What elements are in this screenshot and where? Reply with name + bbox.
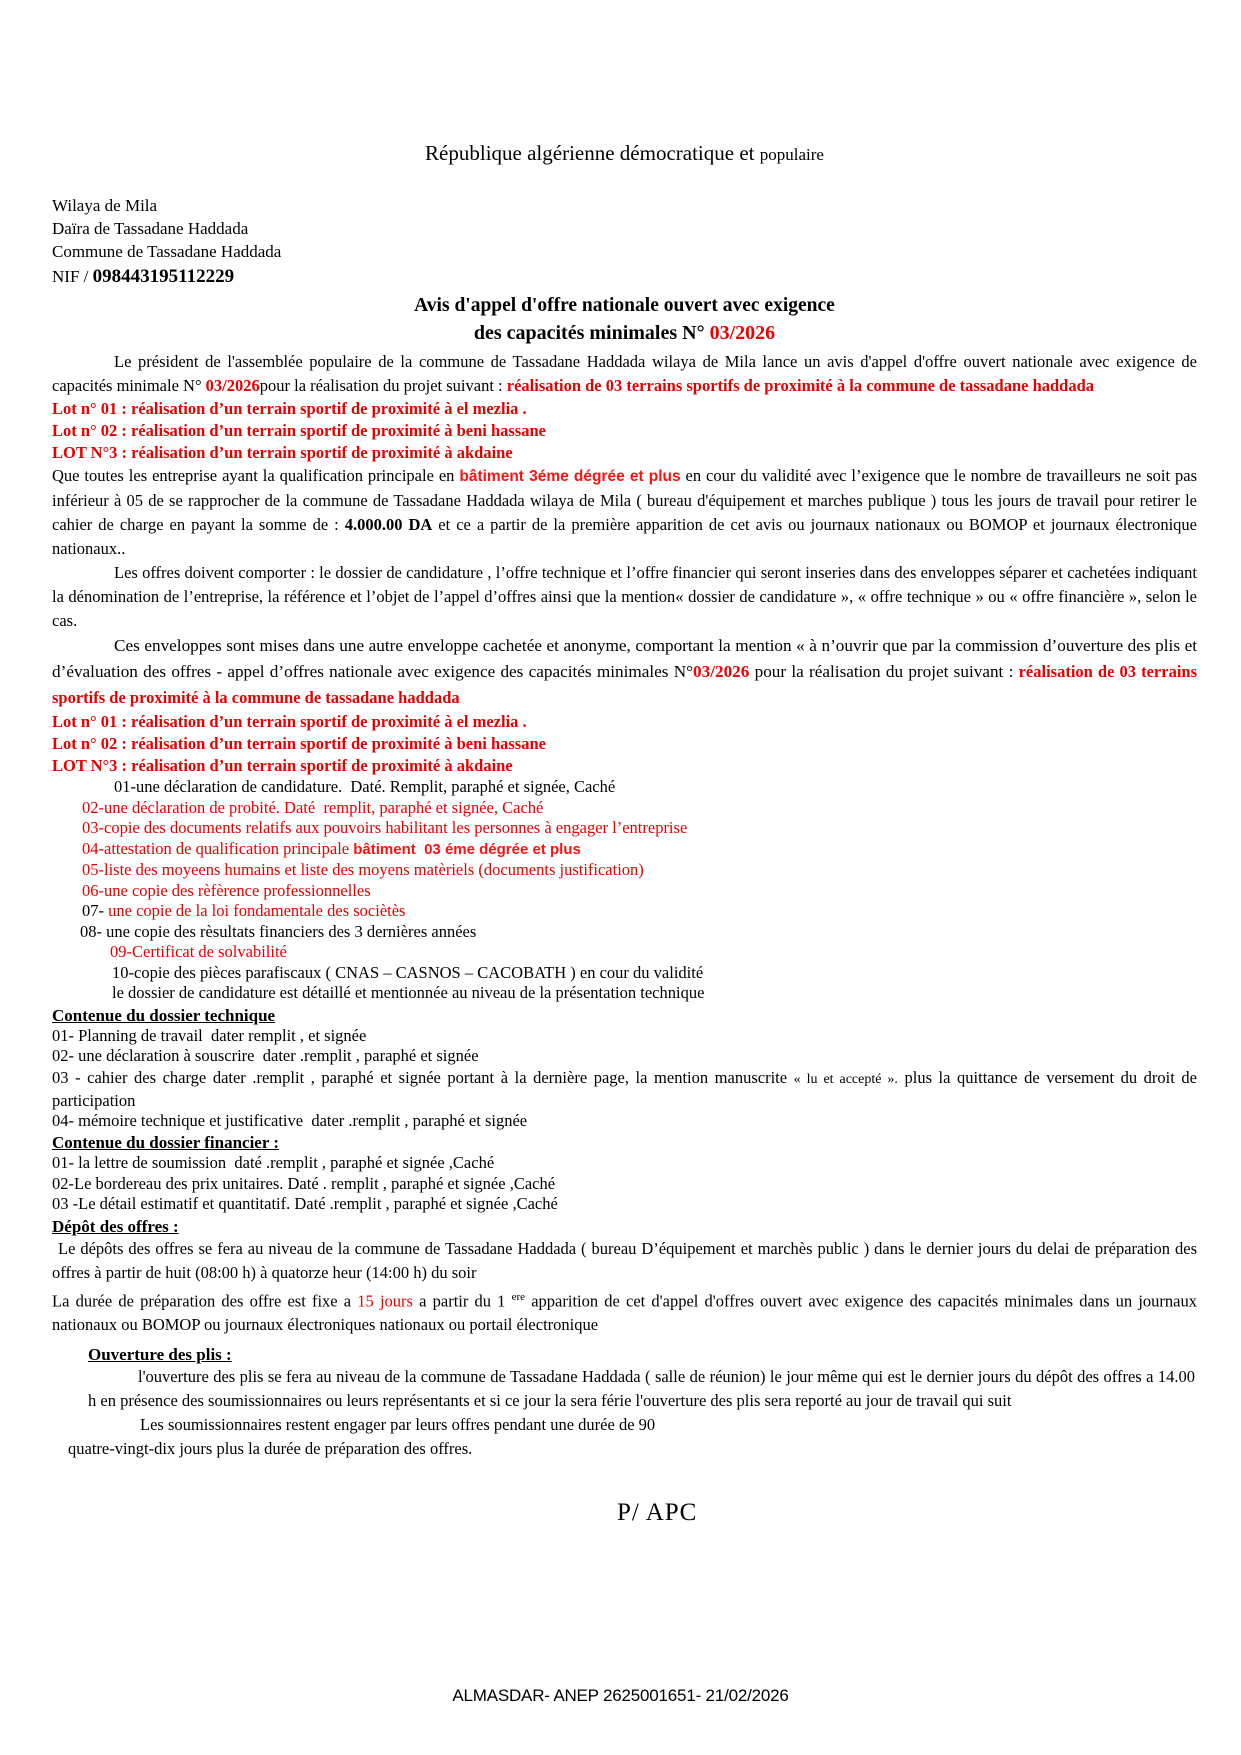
duree-text-2: a partir du 1 — [412, 1291, 512, 1310]
ouverture-heading: Ouverture des plis : — [88, 1345, 232, 1364]
candidature-item-04 — [82, 839, 1197, 861]
depot-paragraph: Le dépôts des offres se fera au niveau de la commune de Tassadane Haddada ( bureau D’équipement et marchès public ) dans le dernier jours du delai de préparation des offres à partir de huit (08:00 h) à quatorze heur (14:00 h) du soir — [52, 1238, 1197, 1282]
daira-line: Daïra de Tassadane Haddada — [52, 219, 249, 238]
technique-item-04: 04- mémoire technique et justificative dater .remplit , paraphé et signée — [52, 1110, 528, 1130]
enveloppes-text-2: pour la réalisation du projet suivant : — [749, 662, 1019, 681]
financier-heading: Contenue du dossier financier : — [52, 1133, 280, 1152]
republic-title — [52, 140, 1197, 168]
republic-title-main: République algérienne démocratique et — [425, 141, 760, 165]
candidature-item-04-text: 04-attestation de qualification principale — [82, 838, 354, 858]
notice-title-line2-text: des capacités minimales N° — [473, 322, 710, 344]
technique-item-03-text-2: plus la quittance de versement du droit de participation — [52, 1067, 1197, 1110]
qualification-requirement: bâtiment 3éme dégrée et plus — [459, 468, 681, 485]
lot-line-5: Lot n° 02 : réalisation d’un terrain sportif de proximité à beni hassane — [52, 734, 546, 753]
fee-amount: 4.000.00 DA — [344, 515, 433, 534]
candidature-item-03: 03-copie des documents relatifs aux pouvoirs habilitant les personnes à engager l’entreprise — [82, 818, 688, 837]
depot-heading: Dépôt des offres : — [52, 1216, 179, 1236]
soumissionnaires-line-2: quatre-vingt-dix jours plus la durée de préparation des offres. — [68, 1439, 473, 1458]
financier-item-02: 02-Le bordereau des prix unitaires. Daté . remplit , paraphé et signée ,Caché — [52, 1173, 556, 1193]
enveloppes-paragraph — [52, 633, 1197, 711]
candidature-note: le dossier de candidature est détaillé et mentionnée au niveau de la présentation technique — [112, 983, 705, 1002]
candidature-item-08: 08- une copie des rèsultats financiers des 3 dernières années — [80, 921, 477, 941]
duree-ordinal-sup: ere — [511, 1290, 526, 1303]
candidature-item-09: 09-Certificat de solvabilité — [110, 942, 287, 961]
lot-line-3: LOT N°3 : réalisation d’un terrain sportif de proximité à akdaine — [52, 443, 513, 462]
duree-text-3: apparition de cet d'appel d'offres ouvert avec exigence des capacités minimales dans un journaux nationaux ou BOMOP ou journaux électroniques nationaux ou portail électronique — [52, 1291, 1198, 1334]
intro-text-1: Le président de l'assemblée populaire de la commune de Tassadane Haddada wilaya de Mila lance un avis d'appel d'offre ouvert nationale avec exigence de capacités minimale N° — [52, 352, 1197, 395]
offres-paragraph: Les offres doivent comporter : le dossier de candidature , l’offre technique et l’offre financier qui seront inseries dans des enveloppes séparer et cachetées indiquant la dénomination de l’entreprise, la référence et l’objet de l’appel d’offres ainsi que la mention« dossier de candidature », « offre technique » ou « offre financière », selon le cas. — [52, 563, 1197, 630]
technique-item-03 — [52, 1067, 1197, 1111]
lot-line-4: Lot n° 01 : réalisation d’un terrain sportif de proximité à el mezlia . — [52, 712, 527, 731]
candidature-item-07-number: 07- — [82, 901, 109, 920]
org-block — [52, 194, 1197, 288]
enveloppes-project-name: réalisation de 03 terrains sportifs de proximité à la commune de tassadane haddada — [52, 662, 1197, 707]
enveloppes-tender-number: 03/2026 — [693, 662, 750, 681]
duree-paragraph — [52, 1285, 1197, 1338]
candidature-item-01: 01-une déclaration de candidature. Daté. Remplit, paraphé et signée, Caché — [114, 777, 616, 796]
duree-days: 15 jours — [357, 1291, 413, 1310]
technique-heading: Contenue du dossier technique — [52, 1005, 276, 1025]
candidature-item-07 — [82, 901, 1197, 922]
tender-number: 03/2026 — [709, 322, 776, 344]
candidature-item-04-qualification: bâtiment 03 éme dégrée et plus — [353, 840, 581, 858]
technique-item-01: 01- Planning de travail dater remplit , et signée — [52, 1025, 367, 1045]
notice-title — [52, 292, 1197, 347]
enveloppes-text-1: Ces enveloppes sont mises dans une autre enveloppe cachetée et anonyme, comportant la mention « à n’ouvrir que par la commission d’ouverture des plis et d’évaluation des offres - appel d’offres nationale avec exigence des capacités minimales N° — [52, 636, 1197, 681]
nif-value: 098443195112229 — [92, 266, 235, 287]
lot-line-6: LOT N°3 : réalisation d’un terrain sportif de proximité à akdaine — [52, 756, 513, 775]
technique-item-02: 02- une déclaration à souscrire dater .remplit , paraphé et signée — [52, 1046, 479, 1065]
qualification-text-2: en cour du validité avec l’exigence que le nombre de travailleurs ne soit pas inférieur à 05 de se rapprocher de la commune de Tassadane Haddada wilaya de Mila ( bureau d'équipement et marches publique ) tous les jours de travail pour retirer le cahier de charge en payant la somme de : — [52, 466, 1197, 534]
ouverture-paragraph: l'ouverture des plis se fera au niveau de la commune de Tassadane Haddada ( salle de réunion) le jour même qui est le dernier jours du dépôt des offres a 14.00 h en présence des soumissionnaires ou leurs représentants et si ce jour la sera férie l'ouverture des plis sera reporté au jour de travail qui suit — [88, 1367, 1195, 1410]
intro-paragraph — [52, 350, 1197, 398]
wilaya-line: Wilaya de Mila — [52, 196, 158, 215]
technique-item-03-text-1: 03 - cahier des charge dater .remplit , paraphé et signée portant à la dernière page, la mention manuscrite — [52, 1067, 794, 1087]
candidature-item-02: 02-une déclaration de probité. Daté remplit, paraphé et signée, Caché — [82, 797, 544, 817]
duree-text-1: La durée de préparation des offre est fixe a — [52, 1291, 358, 1310]
signature-block: P/ APC — [617, 1499, 698, 1526]
qualification-paragraph — [52, 464, 1197, 561]
soumissionnaires-line-1: Les soumissionnaires restent engager par leurs offres pendant une durée de 90 — [140, 1415, 656, 1434]
lot-line-1: Lot n° 01 : réalisation d’un terrain sportif de proximité à el mezlia . — [52, 399, 527, 418]
intro-text-2: pour la réalisation du projet suivant : — [259, 376, 507, 395]
candidature-item-06: 06-une copie des rèfèrence professionnelles — [82, 880, 371, 900]
republic-title-tail: populaire — [759, 145, 824, 164]
candidature-item-10: 10-copie des pièces parafiscaux ( CNAS – CASNOS – CACOBATH ) en cour du validité — [112, 962, 704, 982]
qualification-text-1: Que toutes les entreprise ayant la qualification principale en — [52, 466, 460, 485]
nif-line — [52, 265, 1197, 288]
lot-line-2: Lot n° 02 : réalisation d’un terrain sportif de proximité à beni hassane — [52, 421, 546, 440]
nif-label: NIF / — [52, 267, 93, 286]
candidature-item-07-text: une copie de la loi fondamentale des sociètès — [108, 901, 406, 920]
qualification-text-3: et ce a partir de la première apparition de cet avis ou journaux nationaux ou BOMOP et journaux électronique nationaux.. — [52, 515, 1197, 558]
footer-publication-line: ALMASDAR- ANEP 2625001651- 21/02/2026 — [452, 1686, 789, 1705]
financier-item-03: 03 -Le détail estimatif et quantitatif. Daté .remplit , paraphé et signée ,Caché — [52, 1194, 558, 1213]
intro-tender-number: 03/2026 — [205, 376, 260, 395]
technique-item-03-mention: « lu et accepté ». — [793, 1071, 898, 1087]
commune-line: Commune de Tassadane Haddada — [52, 242, 282, 261]
intro-project-name: réalisation de 03 terrains sportifs de proximité à la commune de tassadane haddada — [506, 376, 1095, 395]
notice-title-line2 — [52, 319, 1197, 347]
candidature-item-05: 05-liste des moyeens humains et liste des moyens matèriels (documents justification) — [82, 860, 644, 879]
notice-title-line1: Avis d'appel d'offre nationale ouvert avec exigence — [414, 295, 835, 316]
financier-item-01: 01- la lettre de soumission daté .remplit , paraphé et signée ,Caché — [52, 1153, 495, 1172]
